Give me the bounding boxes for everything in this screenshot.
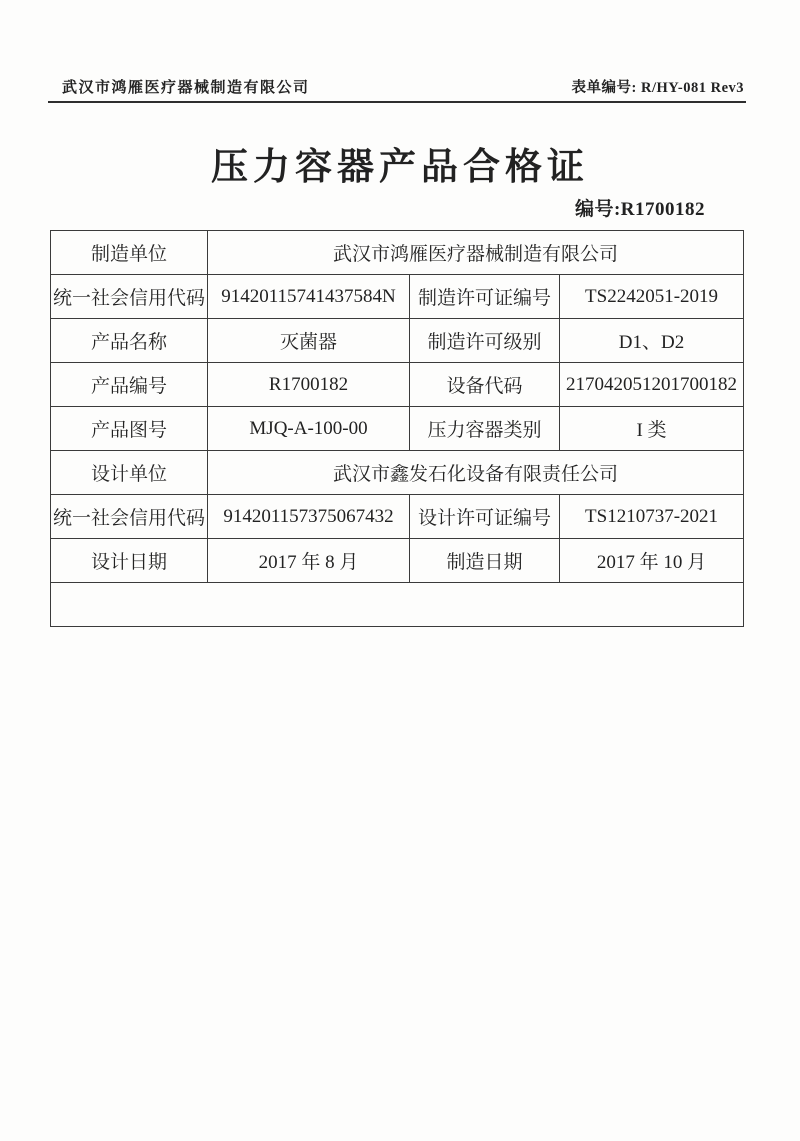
table-row — [51, 319, 744, 363]
field-value: TS1210737-2021 — [560, 495, 744, 539]
field-value: 灭菌器 — [208, 319, 410, 363]
field-label: 产品编号 — [51, 363, 208, 407]
table-row — [51, 407, 744, 451]
form-number: 表单编号: R/HY-081 Rev3 — [571, 80, 744, 96]
table-row — [51, 363, 744, 407]
field-label: 设计单位 — [51, 451, 208, 495]
field-value: TS2242051-2019 — [560, 275, 744, 319]
field-label: 设计许可证编号 — [410, 495, 560, 539]
table-row — [51, 275, 744, 319]
statement-paragraph — [54, 619, 740, 627]
field-label: 统一社会信用代码 — [51, 495, 208, 539]
field-label: 产品图号 — [51, 407, 208, 451]
field-label: 制造单位 — [51, 231, 208, 275]
field-value: 217042051201700182 — [560, 363, 744, 407]
document-header — [62, 76, 744, 97]
field-label: 制造许可级别 — [410, 319, 560, 363]
field-value: 2017 年 10 月 — [560, 539, 744, 583]
inspection-section: 武汉市鸿雁医疗器械制造有限公司 质检专用章 — [51, 583, 744, 627]
header-divider — [48, 101, 746, 103]
field-value: 2017 年 8 月 — [208, 539, 410, 583]
table-row — [51, 583, 744, 627]
table-row — [51, 539, 744, 583]
field-label: 压力容器类别 — [410, 407, 560, 451]
certificate-number: 编号:R1700182 — [574, 199, 705, 220]
field-value: 武汉市鸿雁医疗器械制造有限公司 — [208, 231, 744, 275]
table-row — [51, 495, 744, 539]
document-title: 压力容器产品合格证 — [211, 147, 589, 188]
table-row — [51, 231, 744, 275]
field-value: 91420115741437584N — [208, 275, 410, 319]
field-value: MJQ-A-100-00 — [208, 407, 410, 451]
field-value: I 类 — [560, 407, 744, 451]
field-value: D1、D2 — [560, 319, 744, 363]
header-company-name: 武汉市鸿雁医疗器械制造有限公司 — [62, 80, 310, 96]
field-value: 914201157375067432 — [208, 495, 410, 539]
field-label: 产品名称 — [51, 319, 208, 363]
product-info-table — [50, 230, 744, 943]
field-value: 武汉市鑫发石化设备有限责任公司 — [208, 451, 744, 495]
field-label: 设备代码 — [410, 363, 560, 407]
field-value: R1700182 — [208, 363, 410, 407]
field-label: 统一社会信用代码 — [51, 275, 208, 319]
field-label: 设计日期 — [51, 539, 208, 583]
table-row — [51, 451, 744, 495]
field-label: 制造许可证编号 — [410, 275, 560, 319]
field-label: 制造日期 — [410, 539, 560, 583]
